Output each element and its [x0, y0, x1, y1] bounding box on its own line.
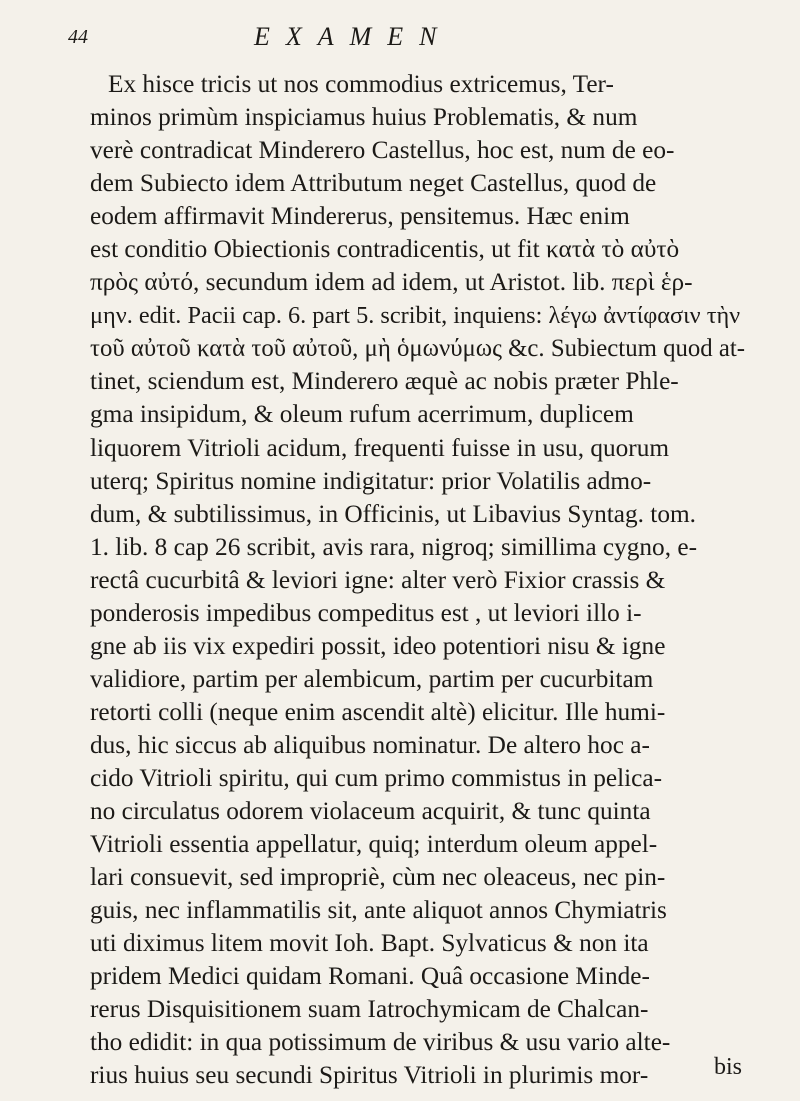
- text-line: πρὸς αὐτό, secundum idem ad idem, ut Aristot. lib. περὶ ἑρ-: [90, 268, 693, 297]
- text-line: 1. lib. 8 cap 26 scribit, avis rara, nigroq; simillima cygno, e-: [90, 532, 697, 561]
- text-line: eodem affirmavit Mindererus, pensitemus. Hæc enim: [90, 202, 630, 231]
- text-line: validiore, partim per alembicum, partim per cucurbitam: [90, 664, 654, 693]
- text-line: tinet, sciendum est, Minderero æquè ac nobis præter Phle-: [90, 367, 679, 396]
- text-line: uti diximus litem movit Ioh. Bapt. Sylvaticus & non ita: [90, 929, 649, 958]
- text-line: ponderosis impedibus compeditus est , ut leviori illo i-: [90, 598, 642, 627]
- text-line: Ex hisce tricis ut nos commodius extricemus, Ter-: [108, 70, 614, 98]
- text-line: μην. edit. Pacii cap. 6. part 5. scribit, inquiens: λέγω ἀντίφασιν τὴν: [90, 302, 741, 330]
- text-line: tho edidit: in qua potissimum de viribus & usu vario alte-: [90, 1028, 671, 1057]
- text-line: lari consuevit, sed impropriè, cùm nec oleaceus, nec pin-: [90, 863, 666, 892]
- text-line: rius huius seu secundi Spiritus Vitrioli in plurimis mor-: [90, 1061, 649, 1090]
- text-line: Vitrioli essentia appellatur, quiq; interdum oleum appel-: [90, 830, 658, 859]
- text-line: est conditio Obiectionis contradicentis, ut fit κατὰ τὸ αὐτὸ: [90, 235, 680, 264]
- text-line: uterq; Spiritus nomine indigitatur: prior Volatilis admo-: [90, 466, 652, 495]
- text-line: guis, nec inflammatilis sit, ante aliquot annos Chymiatris: [90, 896, 667, 925]
- text-line: no circulatus odorem violaceum acquirit, & tunc quinta: [90, 797, 651, 826]
- text-line: gne ab iis vix expediri possit, ideo potentiori nisu & igne: [90, 631, 666, 660]
- text-line: dus, hic siccus ab aliquibus nominatur. De altero hoc a-: [90, 730, 650, 759]
- text-line: pridem Medici quidam Romani. Quâ occasione Minde-: [90, 962, 650, 991]
- text-line: retorti colli (neque enim ascendit altè) elicitur. Ille humi-: [90, 697, 666, 726]
- page-number: 44: [68, 26, 88, 48]
- page-header: [68, 22, 728, 54]
- text-line: dum, & subtilissimus, in Officinis, ut Libavius Syntag. tom.: [90, 499, 696, 528]
- running-title: EXAMEN: [254, 22, 453, 51]
- text-line: liquorem Vitrioli acidum, frequenti fuisse in usu, quorum: [90, 433, 670, 462]
- text-line: dem Subiecto idem Attributum neget Castellus, quod de: [90, 169, 657, 198]
- text-line: cido Vitrioli spiritu, qui cum primo commistus in pelica-: [90, 763, 663, 792]
- text-line: rectâ cucurbitâ & leviori igne: alter verò Fixior crassis &: [90, 565, 666, 594]
- text-line: τοῦ αὐτοῦ κατὰ τοῦ αὐτοῦ, μὴ ὁμωνύμως &c. Subiectum quod at-: [90, 335, 746, 363]
- catchword: bis: [713, 1054, 742, 1080]
- text-line: verè contradicat Minderero Castellus, hoc est, num de eo-: [90, 136, 675, 165]
- body-text: [90, 68, 745, 1092]
- text-line: gma insipidum, & oleum rufum acerrimum, duplicem: [90, 400, 634, 429]
- text-line: minos primùm inspiciamus huius Problematis, & num: [90, 103, 638, 132]
- text-line: rerus Disquisitionem suam Iatrochymicam de Chalcan-: [90, 995, 649, 1024]
